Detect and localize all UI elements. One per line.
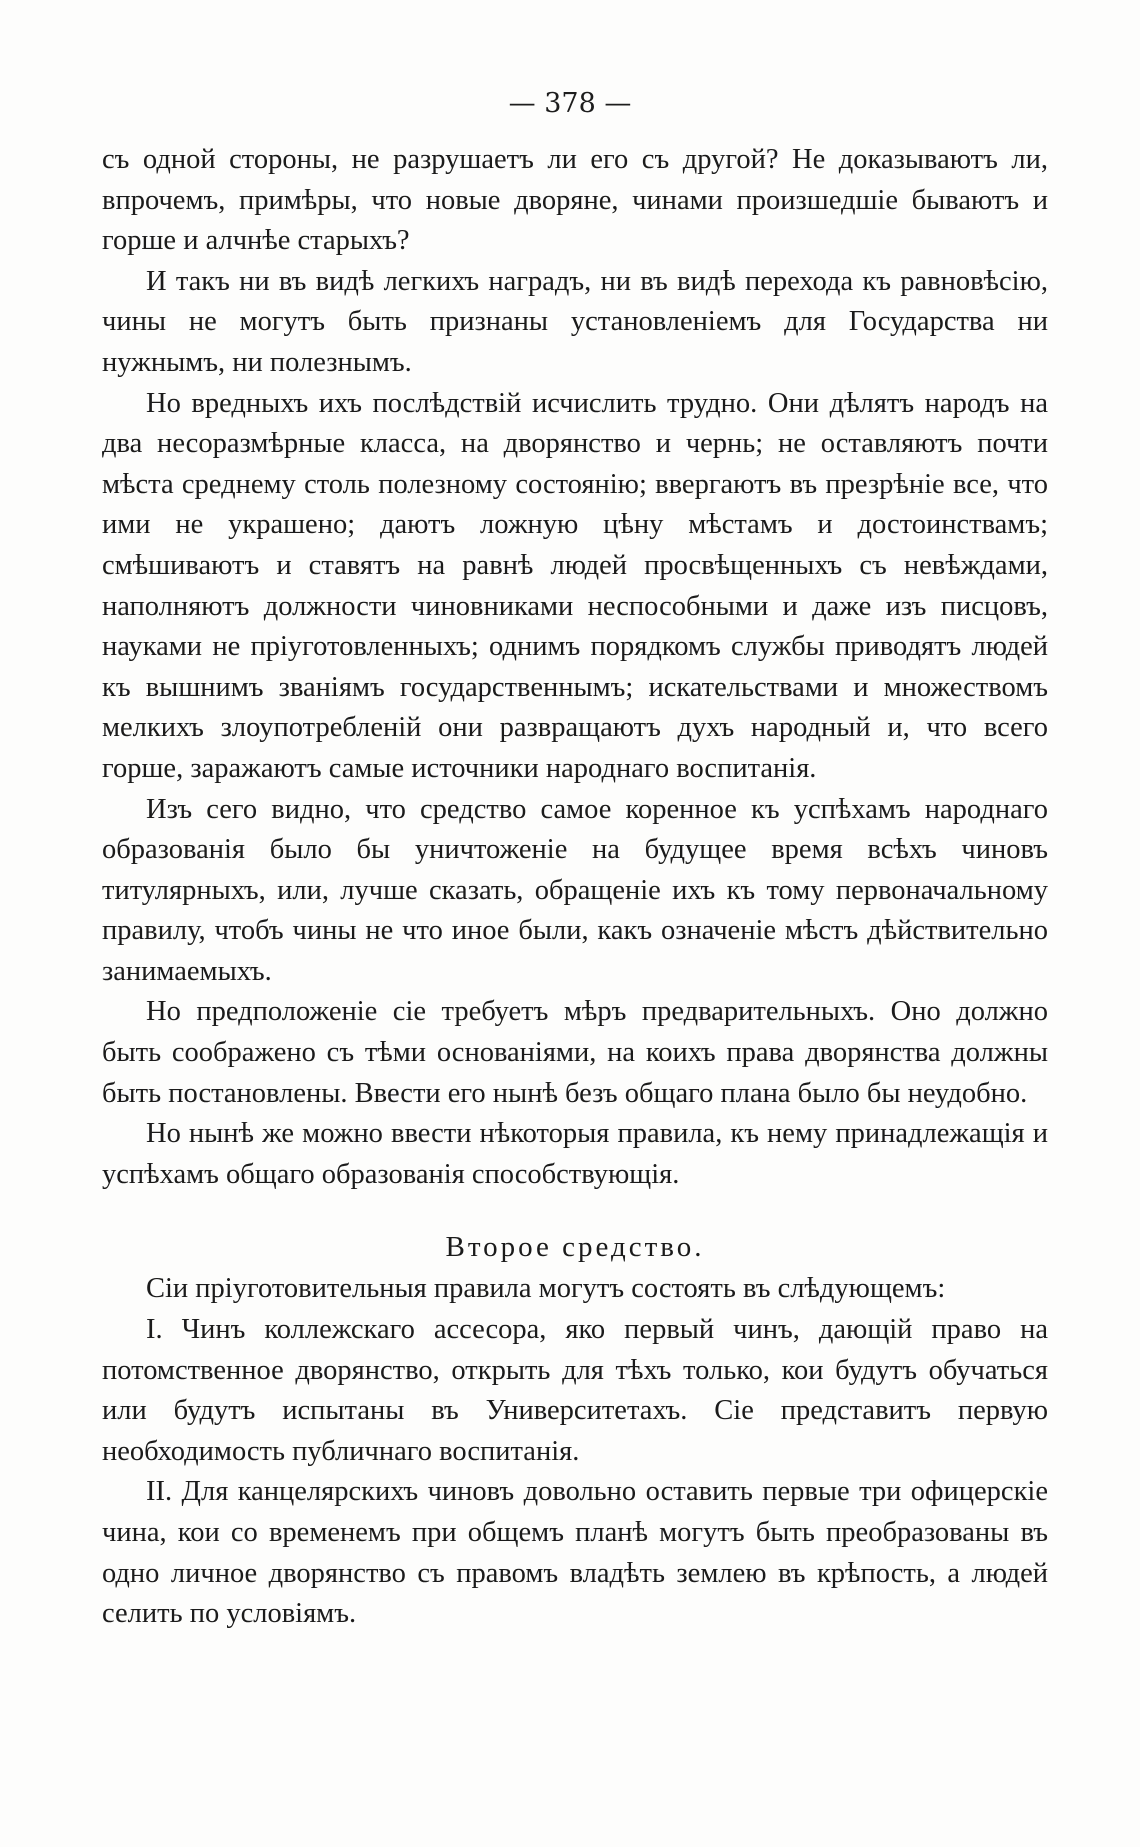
section-heading: Второе средство. bbox=[445, 1231, 705, 1264]
paragraph: И такъ ни въ видѣ легкихъ наградъ, ни въ видѣ перехода къ равновѣсію, чины не могутъ быть признаны установленіемъ для Государства ни нужнымъ, ни полезнымъ. bbox=[102, 265, 1048, 378]
paragraph: II. Для канцелярскихъ чиновъ довольно оставить первые три офицерскіе чина, кои со временемъ при общемъ планѣ могутъ быть преобразованы въ одно личное дворянство съ правомъ владѣть землею въ крѣпость, а людей селить по условіямъ. bbox=[102, 1476, 1048, 1630]
paragraph: Изъ сего видно, что средство самое коренное къ успѣхамъ народнаго образованія было бы уничтоженіе на будущее время всѣхъ чиновъ титулярныхъ, или, лучше сказать, обращеніе ихъ къ тому первоначальному правилу, чтобъ чины не что иное были, какъ означеніе мѣстъ дѣйствительно занимаемыхъ. bbox=[102, 793, 1048, 987]
page-number: — 378 — bbox=[508, 88, 632, 119]
paragraph: I. Чинъ коллежскаго ассесора, яко первый чинъ, дающій право на потомственное дворянство, открыть для тѣхъ только, кои будутъ обучаться или будутъ испытаны въ Университетахъ. Сіе представитъ первую необходимость публичнаго воспитанія. bbox=[102, 1314, 1048, 1467]
paragraph: Сіи пріуготовительныя правила могутъ состоять въ слѣдующемъ: bbox=[146, 1273, 946, 1305]
paragraph: Но предположеніе сіе требуетъ мѣръ предварительныхъ. Оно должно быть соображено съ тѣми основаніями, на коихъ права дворянства должны быть постановлены. Ввести его нынѣ безъ общаго плана было бы неудобно. bbox=[102, 996, 1048, 1109]
paragraph: Но нынѣ же можно ввести нѣкоторыя правила, къ нему принадлежащія и успѣхамъ общаго образованія способствующія. bbox=[102, 1118, 1048, 1190]
page-body bbox=[102, 140, 1048, 1635]
paragraph: съ одной стороны, не разрушаетъ ли его съ другой? Не доказываютъ ли, впрочемъ, примѣры, что новые дворяне, чинами произшедшіе бываютъ и горше и алчнѣе старыхъ? bbox=[102, 144, 1048, 257]
paragraph: Но вредныхъ ихъ послѣдствій исчислить трудно. Они дѣлятъ народъ на два несоразмѣрные класса, на дворянство и чернь; не оставляютъ почти мѣста среднему столь полезному состоянію; ввергаютъ въ презрѣніе все, что ими не украшено; даютъ ложную цѣну мѣстамъ и достоинствамъ; смѣшиваютъ и ставятъ на равнѣ людей просвѣщенныхъ съ невѣждами, наполняютъ должности чиновниками неспособными и даже изъ писцовъ, науками не пріуготовленныхъ; однимъ порядкомъ службы приводятъ людей къ вышнимъ званіямъ государственнымъ; искательствами и множествомъ мелкихъ злоупотребленій они развращаютъ духъ народный и, что всего горше, заражаютъ самые источники народнаго воспитанія. bbox=[102, 387, 1048, 784]
